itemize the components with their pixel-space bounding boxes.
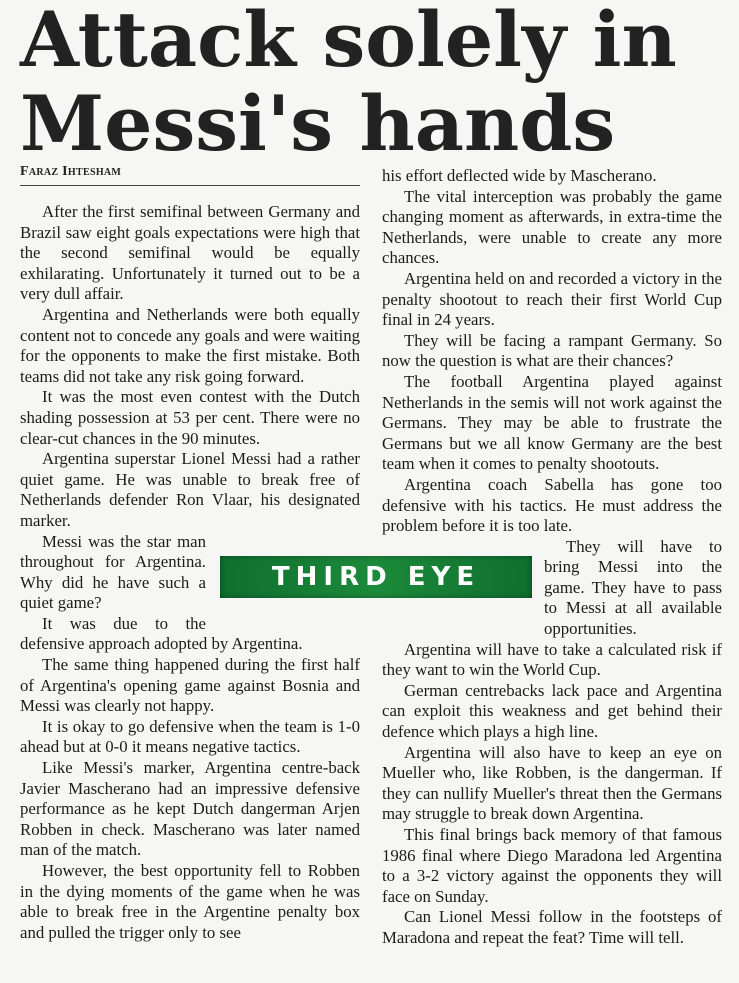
paragraph: his effort deflected wide by Mascherano. [382,166,657,185]
paragraph: The football Argentina played against Netherlands in the semis will not work against the Germans. They may be able to frustrate the Germans but we all know Germany are the best team when it comes to penalty shootouts. [382,371,722,474]
paragraph: Argentina will also have to keep an eye on Mueller who, like Robben, is the dangerman. If they can nullify Mueller's threat then the Germans may struggle to break down Argentina. [382,742,722,824]
paragraph: German centrebacks lack pace and Argentina can exploit this weakness and get behind their defence which plays a high line. [382,680,722,742]
paragraph: Argentina and Netherlands were both equally content not to concede any goals and were waiting for the opponents to make the first mistake. Both teams did not take any risk going forward. [20,304,360,386]
paragraph: Can Lionel Messi follow in the footsteps of Maradona and repeat the feat? Time will tell. [382,907,722,947]
headline: Attack solely in Messi's hands [20,0,677,168]
paragraph: Argentina coach Sabella has gone too defensive with his tactics. He must address the problem before it is too late. [382,474,722,536]
paragraph: It is okay to go defensive when the team is 1-0 ahead but at 0-0 it means negative tactics. [20,716,360,757]
paragraph: Argentina will have to take a calculated risk if they want to win the World Cup. [382,639,722,680]
paragraph: Argentina superstar Lionel Messi had a rather quiet game. He was unable to break free of Netherlands defender Ron Vlaar, his designated marker. [20,449,360,530]
paragraph: They will be facing a rampant Germany. So now the question is what are their chances? [382,330,722,371]
paragraph: Messi was the star man throughout for Argentina. Why did he have such a quiet game? [20,531,206,613]
paragraph: Argentina held on and recorded a victory in the penalty shootout to reach their first World Cup final in 24 years. [382,268,722,330]
paragraph: However, the best opportunity fell to Robben in the dying moments of the game when he was able to break free in the Argentine penalty box and pulled the trigger only to see [20,861,360,942]
byline: Faraz Ihtesham [20,164,360,186]
paragraph: It was due to the defensive approach adopted by Argentina. [20,613,303,654]
paragraph: It was the most even contest with the Dutch shading possession at 53 per cent. There were no clear-cut chances in the 90 minutes. [20,387,360,448]
paragraph: Like Messi's marker, Argentina centre-back Javier Mascherano had an impressive defensive performance as he kept Dutch dangerman Arjen Robben in check. Mascherano was later named man of the match. [20,758,360,860]
paragraph: They will have to bring Messi into the game. They have to pass to Messi at all available opportunities. [544,536,722,639]
banner-label: THIRD EYE [271,562,481,592]
third-eye-banner [220,556,532,598]
paragraph: The vital interception was probably the game changing moment as afterwards, in extra-time the Netherlands, were unable to create any more chances. [382,186,722,268]
paragraph: This final brings back memory of that famous 1986 final where Diego Maradona led Argentina to a 3-2 victory against the opponents they will face on Sunday. [382,825,722,906]
paragraph: The same thing happened during the first half of Argentina's opening game against Bosnia and Messi was clearly not happy. [20,655,360,716]
paragraph: After the first semifinal between Germany and Brazil saw eight goals expectations were high that the second semifinal would be equally exhilarating. Unfortunately it turned out to be a very dull affair. [20,202,360,304]
